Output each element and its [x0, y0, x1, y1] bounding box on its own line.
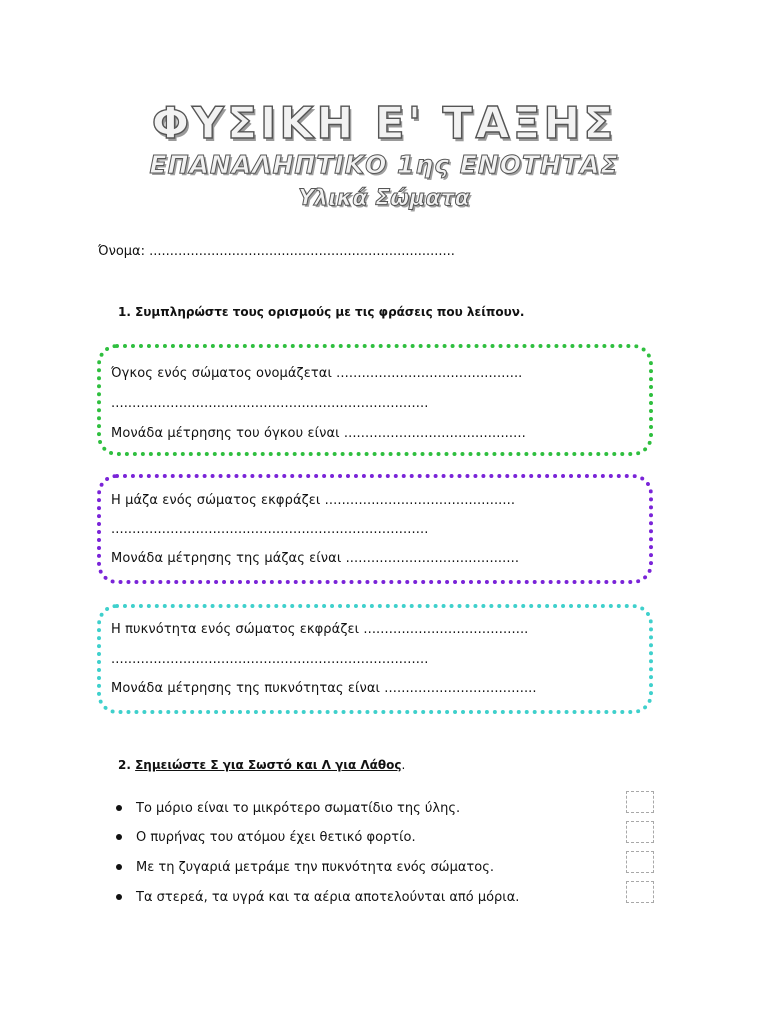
definition-box-mass — [97, 474, 653, 584]
question-1-text: Συμπληρώστε τους ορισμούς με τις φράσεις που λείπουν. — [135, 305, 525, 319]
box-density-line-3[interactable]: Μονάδα μέτρησης της πυκνότητας είναι .................................... — [111, 681, 537, 696]
bullet-icon — [116, 805, 122, 811]
question-2-text: Σημειώστε Σ για Σωστό και Λ για Λάθος — [135, 758, 402, 772]
list-item — [116, 885, 519, 909]
statement-text: Το μόριο είναι το μικρότερο σωματίδιο της ύλης. — [136, 800, 461, 816]
statement-text: Ο πυρήνας του ατόμου έχει θετικό φορτίο. — [136, 829, 416, 845]
box-volume-line-1[interactable]: Όγκος ενός σώματος ονομάζεται ............................................ — [111, 366, 523, 381]
question-1-number: 1. — [118, 305, 131, 319]
bullet-icon — [116, 834, 122, 840]
definition-box-density — [97, 604, 653, 714]
statement-text: Τα στερεά, τα υγρά και τα αέρια αποτελούνται από μόρια. — [136, 889, 520, 905]
answer-box-4[interactable] — [626, 881, 654, 903]
box-mass-line-3[interactable]: Μονάδα μέτρησης της μάζας είναι ......................................... — [111, 551, 520, 566]
box-volume-line-3[interactable]: Μονάδα μέτρησης του όγκου είναι ........................................... — [111, 426, 526, 441]
box-density-line-2[interactable]: ........................................................................... — [111, 652, 429, 667]
name-blank[interactable]: .......................................................................... — [149, 244, 455, 259]
definition-box-volume — [97, 344, 653, 456]
question-1-heading — [118, 305, 524, 319]
bullet-icon — [116, 894, 122, 900]
bullet-icon — [116, 864, 122, 870]
answer-box-3[interactable] — [626, 851, 654, 873]
worksheet-title: ΦΥΣΙΚΗ Ε' ΤΑΞΗΣ — [151, 98, 617, 149]
name-field[interactable] — [98, 244, 455, 259]
box-volume-line-2[interactable]: ........................................................................... — [111, 396, 429, 411]
name-label: Όνομα: — [98, 244, 150, 259]
worksheet-topic: Υλικά Σώματα — [298, 186, 470, 211]
worksheet-subtitle: ΕΠΑΝΑΛΗΠΤΙΚΟ 1ης ΕΝΟΤΗΤΑΣ — [149, 150, 619, 179]
box-mass-line-1[interactable]: Η μάζα ενός σώματος εκφράζει ............................................. — [111, 493, 516, 508]
question-2-number: 2. — [118, 758, 131, 772]
answer-box-2[interactable] — [626, 821, 654, 843]
statement-text: Με τη ζυγαριά μετράμε την πυκνότητα ενός σώματος. — [136, 859, 494, 875]
question-2-heading — [118, 758, 405, 772]
list-item — [116, 796, 460, 820]
question-2-period: . — [401, 758, 406, 772]
list-item — [116, 825, 416, 849]
box-mass-line-2[interactable]: ........................................................................... — [111, 522, 429, 537]
answer-box-1[interactable] — [626, 791, 654, 813]
box-density-line-1[interactable]: Η πυκνότητα ενός σώματος εκφράζει ....................................... — [111, 622, 529, 637]
list-item — [116, 855, 494, 879]
